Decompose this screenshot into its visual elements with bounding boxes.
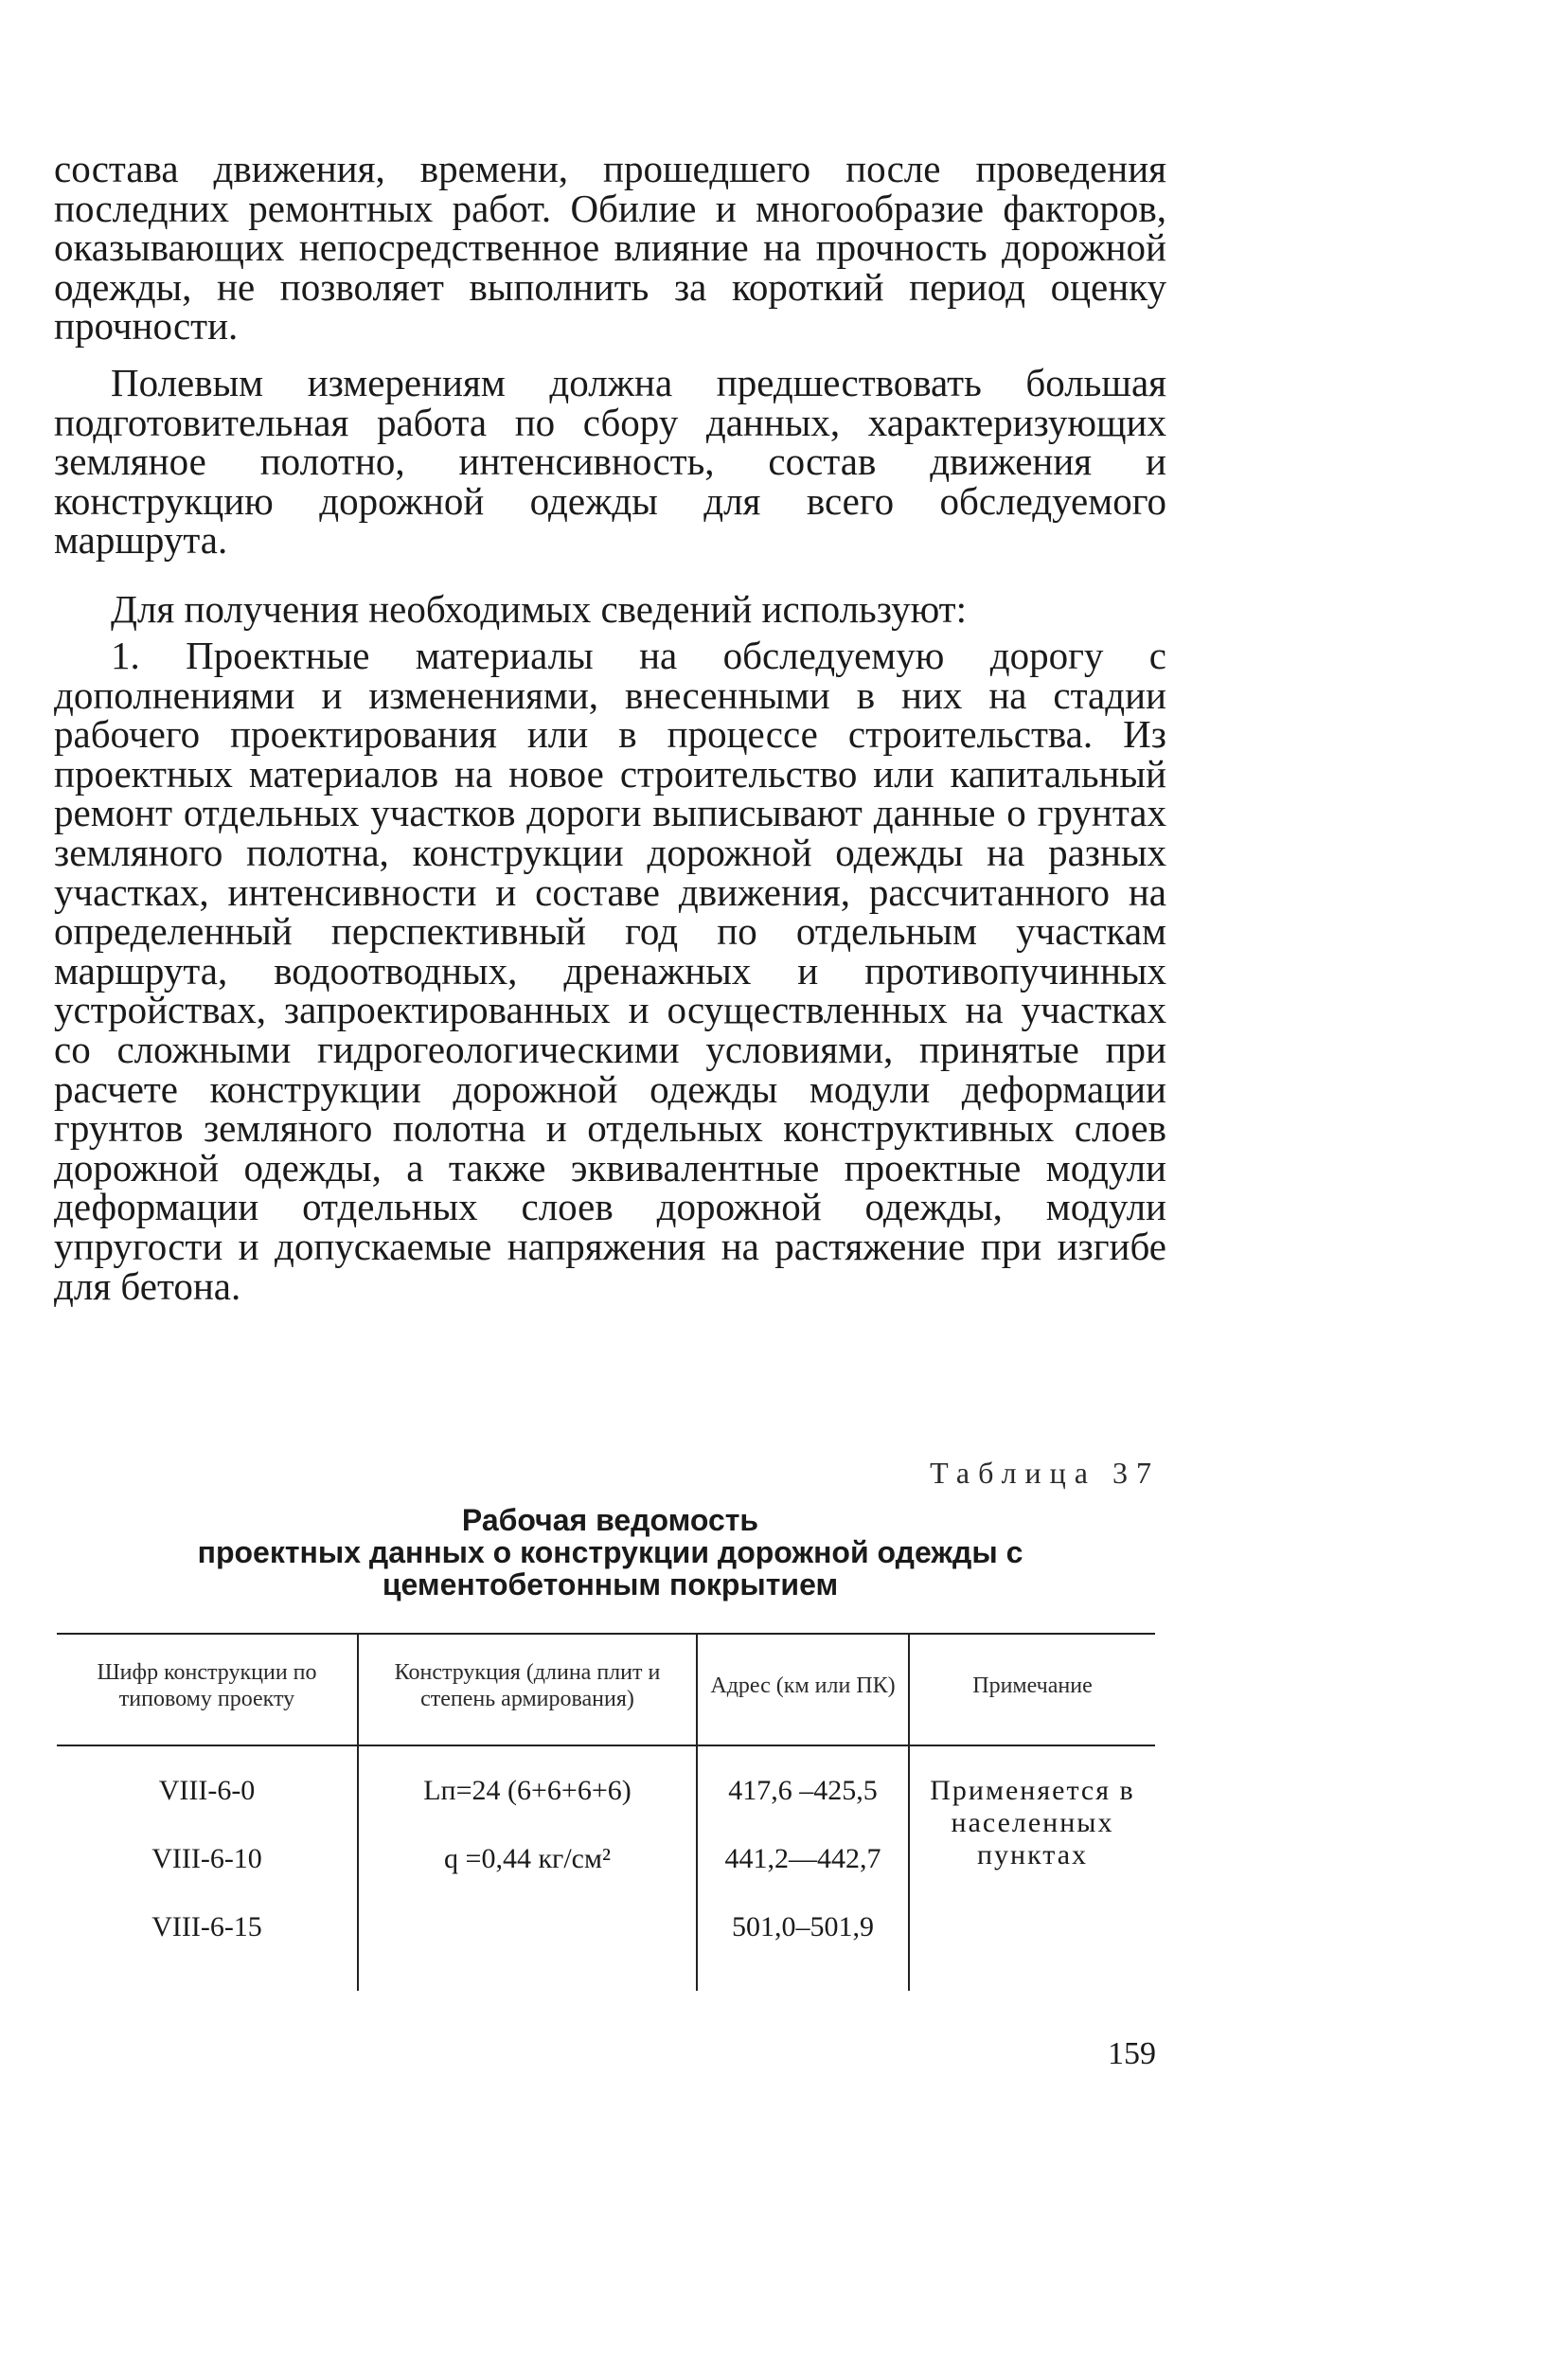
page-number: 159 (1108, 2036, 1156, 2071)
cell-address: 417,6 –425,5 (697, 1745, 909, 1843)
cell-address: 441,2—442,7 (697, 1843, 909, 1911)
paragraph-field-measurements (54, 361, 1166, 563)
cell-construction: q =0,44 кг/см² (358, 1843, 697, 1911)
cell-code: VIII-6-0 (158, 1775, 256, 1806)
paragraph-text: Для получения необходимых сведений используют: (111, 587, 967, 631)
design-data-table (57, 1633, 1155, 1991)
header-note: Примечание (909, 1634, 1155, 1745)
header-construction: Конструкция (длина плит и степень армирования) (358, 1634, 697, 1745)
paragraph-continuation (54, 147, 1166, 349)
header-code: Шифр конструкции по типовому проекту (97, 1660, 317, 1711)
table-title-line: проектных данных о конструкции дорожной одежды с (197, 1535, 1023, 1569)
table-title-line: цементобетонным покрытием (382, 1567, 839, 1602)
paragraph-list-item-1 (54, 636, 1166, 1306)
table-label: Таблица 37 (930, 1456, 1160, 1490)
cell-code: VIII-6-15 (151, 1911, 262, 1942)
paragraph-text: состава движения, времени, прошедшего после проведения последних ремонтных работ. Обилие и многообразие факторов, оказывающих непосредственное влияние на прочность дорожной одежды, не позволяет выполнить за короткий период оценку прочности. (54, 147, 1166, 349)
table-title (54, 1504, 1166, 1601)
cell-address: 501,0–501,9 (697, 1911, 909, 1991)
table-header-row (57, 1634, 1155, 1745)
paragraph-intro-list (54, 587, 1166, 631)
paragraph-text: 1. Проектные материалы на обследуемую дорогу с дополнениями и изменениями, внесенными в них на стадии рабочего проектирования или в процессе строительства. Из проектных материалов на новое строительство или капитальный ремонт отдельных участков дороги выписывают данные о грунтах земляного полотна, конструкции дорожной одежды на разных участках, интенсивности и составе движения, рассчитанного на определенный перспективный год по отдельным участкам маршрута, водоотводных, дренажных и противопучинных устройствах, запроектированных и осуществленных на участках со сложными гидрогеологическими условиями, принятые при расчете конструкции дорожной одежды модули деформации грунтов земляного полотна и отдельных конструктивных слоев дорожной одежды, а также эквивалентные проектные модули деформации отдельных слоев дорожной одежды, модули упругости и допускаемые напряжения на растяжение при изгибе для бетона. (54, 634, 1166, 1308)
header-address: Адрес (км или ПК) (697, 1634, 909, 1745)
cell-note: Применяется в населенных пунктах (909, 1745, 1155, 1991)
table-row (57, 1745, 1155, 1843)
cell-construction (358, 1911, 697, 1991)
cell-construction: Lп=24 (6+6+6+6) (358, 1745, 697, 1843)
paragraph-text: Полевым измерениям должна предшествовать большая подготовительная работа по сбору данных, характеризующих земляное полотно, интенсивность, состав движения и конструкцию дорожной одежды для всего обследуемого маршрута. (54, 361, 1166, 563)
table-title-line: Рабочая ведомость (461, 1503, 759, 1537)
cell-code: VIII-6-10 (151, 1843, 262, 1874)
